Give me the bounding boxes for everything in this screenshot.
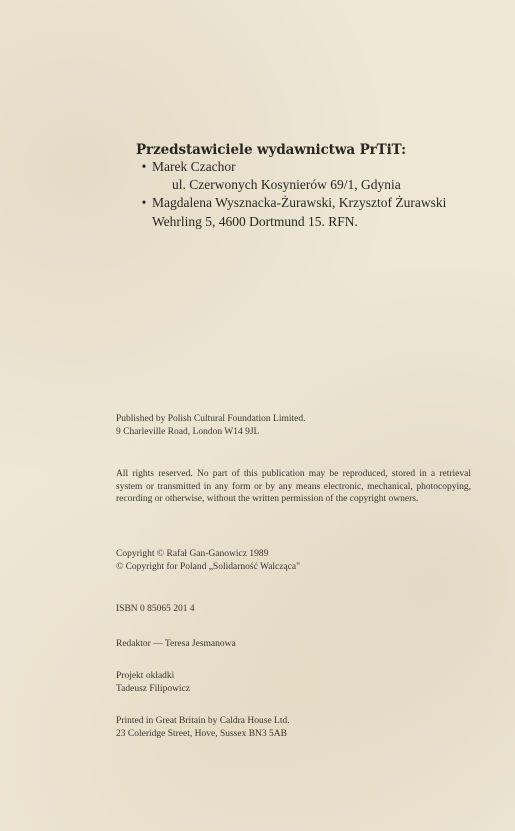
representatives-title: Przedstawiciele wydawnictwa PrTiT: <box>136 142 406 158</box>
printer-line-2: 23 Coleridge Street, Hove, Sussex BN3 5AB <box>116 728 287 739</box>
representative-1-address: ul. Czerwonych Kosynierów 69/1, Gdynia <box>172 177 401 193</box>
representative-1-name-line <box>136 158 506 176</box>
printer-info <box>116 715 416 740</box>
copyright-line-1: Copyright © Rafał Gan-Ganowicz 1989 <box>116 549 269 559</box>
publisher-info <box>116 413 416 438</box>
printer-line-1: Printed in Great Britain by Caldra House Ltd. <box>116 716 290 726</box>
bullet-icon: • <box>141 159 147 174</box>
rights-notice <box>116 468 471 506</box>
isbn: ISBN 0 85065 201 4 <box>116 604 195 614</box>
representative-1-name: Marek Czachor <box>152 159 236 174</box>
publisher-line-1: Published by Polish Cultural Foundation Limited. <box>116 414 306 424</box>
rights-text: All rights reserved. No part of this publication may be reproduced, stored in a retrieval system or transmitted in any form or by any means electronic, mechanical, photocopying, recording or otherwise, without the written permission of the copyright owners. <box>116 469 471 504</box>
representative-2-address: Wehrling 5, 4600 Dortmund 15. RFN. <box>152 213 358 229</box>
publisher-line-2: 9 Charleville Road, London W14 9JL <box>116 426 260 437</box>
copyright-line-2: © Copyright for Poland „Solidarność Walcząca" <box>116 561 301 572</box>
representative-2-name-line <box>136 194 506 212</box>
representative-2-name: Magdalena Wysznacka-Żurawski, Krzysztof Żurawski <box>152 195 447 211</box>
cover-label: Projekt okładki <box>116 671 175 681</box>
editor-credit: Redaktor — Teresa Jesmanowa <box>116 639 236 649</box>
copyright-info <box>116 548 416 573</box>
cover-designer-name: Tadeusz Filipowicz <box>116 683 190 694</box>
bullet-icon: • <box>141 195 147 211</box>
publisher-representatives <box>136 142 506 231</box>
cover-design-credit <box>116 670 416 695</box>
